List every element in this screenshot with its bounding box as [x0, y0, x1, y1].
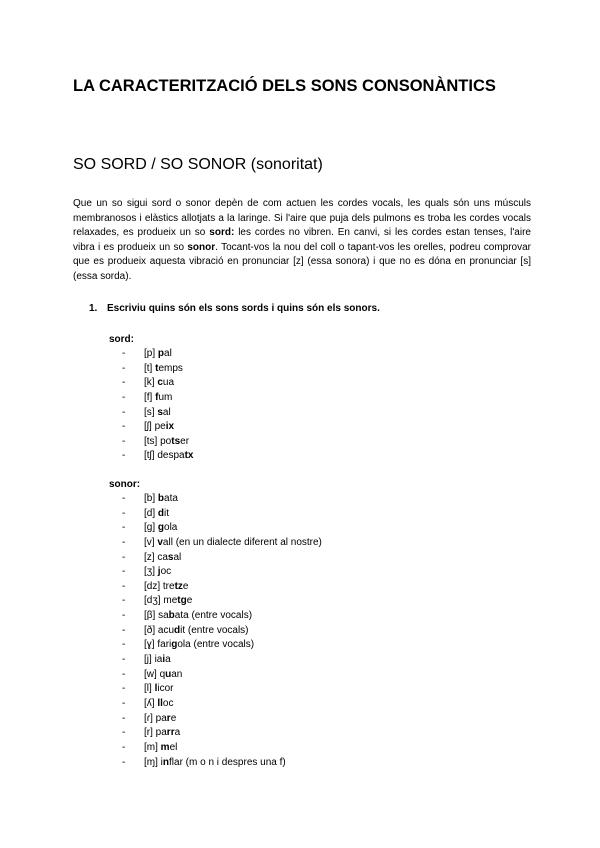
word-highlight: p — [157, 348, 165, 359]
word-highlight: rr — [166, 727, 175, 739]
list-item — [122, 492, 322, 507]
dash-bullet: - — [122, 435, 126, 447]
word-highlight: s — [157, 406, 163, 418]
word-prefix: po — [160, 435, 172, 447]
list-item — [122, 609, 322, 624]
section-subtitle: SO SORD / SO SONOR (sonoritat) — [73, 156, 323, 173]
paragraph-bold-sonor: sonor — [187, 241, 216, 253]
dash-bullet: - — [122, 741, 126, 753]
paragraph-text-1: Que un so sigui sord o sonor depèn de com actuen les cordes vocals, les quals són uns músculs membranosos i elàstics allotjats a la laringe. Si l'aire que puja dels pulmons es troba les cordes vocals relaxades, es produeix un so — [73, 198, 531, 239]
word-prefix: tre — [162, 580, 175, 592]
dash-bullet: - — [122, 406, 126, 418]
word-prefix: despa — [157, 450, 185, 462]
word-highlight: l — [154, 683, 158, 695]
ipa-symbol: [b] — [144, 493, 156, 504]
word-prefix: sa — [158, 610, 169, 622]
word-suffix: e — [182, 580, 189, 592]
ipa-symbol: [k] — [144, 377, 155, 389]
list-item — [122, 536, 322, 551]
ipa-symbol: [s] — [144, 406, 155, 418]
word-highlight: d — [157, 507, 165, 519]
word-suffix: flar (m o n i despres una f) — [169, 756, 286, 768]
list-item — [122, 756, 322, 771]
list-item — [122, 741, 322, 756]
word-suffix: an — [171, 668, 183, 680]
word-suffix: a — [174, 727, 181, 739]
word-prefix: pa — [155, 712, 167, 724]
dash-bullet: - — [122, 580, 126, 592]
word-highlight: b — [157, 493, 165, 504]
ipa-symbol: [dʒ] — [144, 595, 161, 607]
list-item — [122, 580, 322, 595]
ipa-symbol: [dz] — [144, 580, 161, 592]
word-highlight: ts — [171, 435, 181, 447]
document-title: LA CARACTERITZACIÓ DELS SONS CONSONÀNTICS — [73, 77, 496, 95]
word-prefix: ia — [154, 654, 163, 666]
ipa-symbol: [β] — [144, 610, 156, 622]
list-item — [122, 362, 194, 377]
word-prefix: pe — [154, 421, 166, 433]
word-suffix: oc — [160, 566, 172, 578]
sonor-list — [122, 492, 322, 770]
list-item — [122, 565, 322, 580]
list-item — [122, 697, 322, 712]
ipa-symbol: [ɾ] — [144, 712, 153, 724]
dash-bullet: - — [122, 348, 126, 359]
list-item — [122, 682, 322, 697]
dash-bullet: - — [122, 391, 126, 403]
word-highlight: m — [160, 741, 170, 753]
word-suffix: e — [186, 595, 193, 607]
ipa-symbol: [ɱ] — [144, 756, 158, 768]
word-suffix: ola — [164, 522, 178, 534]
word-highlight: g — [171, 639, 178, 651]
dash-bullet: - — [122, 683, 126, 695]
ipa-symbol: [r] — [144, 727, 153, 739]
ipa-symbol: [p] — [144, 348, 156, 359]
dash-bullet: - — [122, 639, 126, 651]
sord-list — [122, 347, 194, 464]
question-number: 1. — [89, 303, 98, 314]
word-suffix: um — [158, 391, 173, 403]
word-suffix: a — [165, 654, 171, 666]
word-highlight: f — [155, 391, 159, 403]
dash-bullet: - — [122, 727, 126, 739]
question-item — [89, 302, 380, 316]
ipa-symbol: [f] — [144, 391, 153, 403]
word-suffix: ola (entre vocals) — [177, 639, 255, 651]
dash-bullet: - — [122, 654, 126, 666]
dash-bullet: - — [122, 536, 126, 548]
ipa-symbol: [w] — [144, 668, 157, 680]
word-prefix: q — [159, 668, 166, 680]
word-prefix: fari — [157, 639, 172, 651]
list-item — [122, 653, 322, 668]
word-suffix: ua — [162, 377, 175, 389]
ipa-symbol: [t] — [144, 362, 153, 374]
ipa-symbol: [z] — [144, 551, 155, 563]
ipa-symbol: [j] — [144, 654, 152, 666]
list-item — [122, 712, 322, 727]
word-highlight: d — [174, 624, 181, 636]
list-item — [122, 624, 322, 639]
word-suffix: al — [162, 406, 171, 418]
dash-bullet: - — [122, 507, 126, 519]
list-item — [122, 638, 322, 653]
intro-paragraph — [73, 197, 531, 285]
word-highlight: n — [162, 756, 170, 768]
word-prefix: acu — [157, 624, 175, 636]
word-prefix: i — [160, 756, 163, 768]
ipa-symbol: [tʃ] — [144, 450, 155, 462]
word-highlight: g — [157, 522, 165, 534]
list-item — [122, 507, 322, 522]
word-suffix: ata (entre vocals) — [174, 610, 253, 622]
list-item — [122, 726, 322, 741]
word-highlight: s — [167, 551, 174, 563]
word-suffix: all (en un dialecte diferent al nostre) — [162, 536, 322, 548]
dash-bullet: - — [122, 566, 126, 578]
dash-bullet: - — [122, 668, 126, 680]
ipa-symbol: [ʎ] — [144, 697, 155, 709]
word-prefix: pa — [155, 727, 167, 739]
list-item — [122, 449, 194, 464]
ipa-symbol: [ð] — [144, 624, 156, 636]
list-item — [122, 420, 194, 435]
word-suffix: al — [164, 348, 172, 359]
list-item — [122, 521, 322, 536]
dash-bullet: - — [122, 610, 126, 622]
paragraph-bold-sord: sord: — [209, 227, 235, 239]
list-item — [122, 594, 322, 609]
list-item — [122, 406, 194, 421]
dash-bullet: - — [122, 551, 126, 563]
word-suffix: al — [173, 551, 182, 563]
dash-bullet: - — [122, 493, 126, 504]
paragraph-text-2: les cordes no vibren. En canvi, si les cordes estan tenses, l'aire vibra i es produeix un so — [73, 227, 531, 253]
list-item — [122, 435, 194, 450]
word-highlight: r — [166, 712, 171, 724]
ipa-symbol: [ts] — [144, 435, 158, 447]
ipa-symbol: [l] — [144, 683, 152, 695]
word-suffix: emps — [158, 362, 183, 374]
dash-bullet: - — [122, 756, 126, 768]
list-item — [122, 376, 194, 391]
list-item — [122, 391, 194, 406]
word-prefix: ca — [157, 551, 168, 563]
word-suffix: icor — [157, 683, 174, 695]
word-highlight: t — [155, 362, 159, 374]
word-highlight: v — [157, 536, 163, 548]
word-highlight: ll — [157, 697, 163, 709]
ipa-symbol: [d] — [144, 507, 156, 519]
list-item — [122, 668, 322, 683]
ipa-symbol: [ʒ] — [144, 566, 156, 578]
dash-bullet: - — [122, 362, 126, 374]
word-highlight: c — [157, 377, 163, 389]
dash-bullet: - — [122, 595, 126, 607]
word-highlight: ix — [165, 421, 175, 433]
word-prefix: me — [163, 595, 178, 607]
ipa-symbol: [g] — [144, 522, 156, 534]
question-text: Escriviu quins són els sons sords i quins són els sonors. — [107, 303, 380, 314]
word-highlight: b — [168, 610, 175, 622]
dash-bullet: - — [122, 522, 126, 534]
ipa-symbol: [v] — [144, 536, 155, 548]
dash-bullet: - — [122, 712, 126, 724]
word-suffix: el — [169, 741, 178, 753]
dash-bullet: - — [122, 450, 126, 462]
word-suffix: ata — [164, 493, 178, 504]
paragraph-text-3: . Tocant-vos la nou del coll o tapant-vos les orelles, podreu comprovar que es produeix aquesta vibració en pronunciar [z] (essa sonora) i que no es dóna en pronunciar [s] (essa sorda). — [73, 241, 532, 282]
word-suffix: it — [164, 507, 170, 519]
dash-bullet: - — [122, 377, 126, 389]
word-highlight: tx — [184, 450, 194, 462]
dash-bullet: - — [122, 421, 126, 433]
word-suffix: it (entre vocals) — [180, 624, 249, 636]
sord-heading: sord: — [109, 334, 134, 345]
word-highlight: u — [165, 668, 172, 680]
ipa-symbol: [m] — [144, 741, 158, 753]
word-suffix: e — [170, 712, 177, 724]
sonor-heading: sonor: — [109, 479, 141, 490]
list-item — [122, 347, 194, 362]
word-suffix: er — [180, 435, 190, 447]
word-highlight: tz — [174, 580, 183, 592]
ipa-symbol: [ʃ] — [144, 421, 152, 433]
word-highlight: tg — [177, 595, 187, 607]
list-item — [122, 551, 322, 566]
dash-bullet: - — [122, 624, 126, 636]
word-highlight: i — [162, 654, 166, 666]
dash-bullet: - — [122, 697, 126, 709]
word-suffix: oc — [162, 697, 174, 709]
word-highlight: j — [157, 566, 161, 578]
ipa-symbol: [ɣ] — [144, 639, 155, 651]
